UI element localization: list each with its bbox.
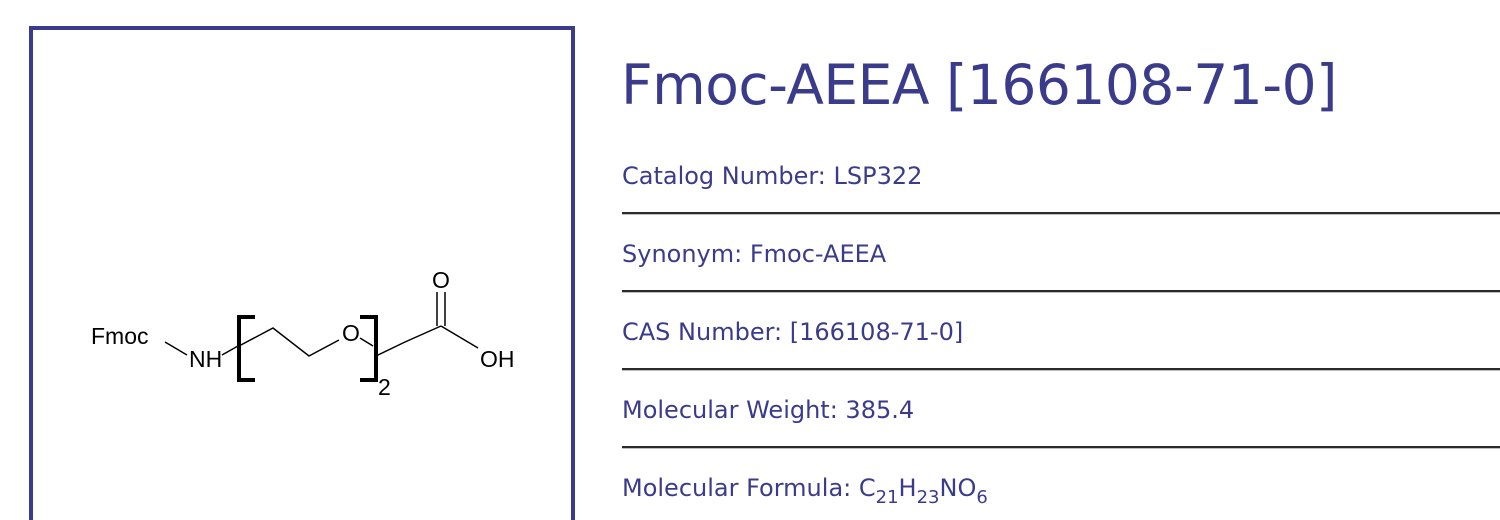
- formula-no: NO: [939, 474, 977, 502]
- synonym: Synonym: Fmoc-AEEA: [622, 240, 887, 268]
- formula-o-count: 6: [976, 487, 988, 508]
- hydroxyl-label: OH: [480, 346, 515, 372]
- divider: [622, 290, 1500, 293]
- molecular-formula: [622, 476, 1500, 507]
- molecular-weight: Molecular Weight: 385.4: [622, 396, 915, 424]
- repeat-count: 2: [378, 374, 391, 400]
- structure-image-frame: [29, 26, 575, 520]
- divider: [622, 368, 1500, 371]
- formula-h-count: 23: [916, 487, 940, 508]
- formula-label: Molecular Formula:: [622, 474, 859, 502]
- carbonyl-oxygen-label: O: [432, 267, 450, 293]
- ether-oxygen-label: O: [342, 320, 360, 346]
- product-title: Fmoc-AEEA [166108-71-0]: [621, 53, 1338, 117]
- nh-label: NH: [189, 346, 223, 372]
- fmoc-label: Fmoc: [91, 323, 149, 349]
- divider: [622, 212, 1500, 215]
- right-bracket: [360, 317, 376, 380]
- divider: [622, 446, 1500, 449]
- left-bracket: [239, 317, 255, 380]
- cas-number: CAS Number: [166108-71-0]: [622, 318, 964, 346]
- catalog-number: Catalog Number: LSP322: [622, 162, 923, 190]
- formula-c-count: 21: [875, 487, 899, 508]
- formula-c: C: [858, 474, 876, 502]
- chemical-structure-diagram: [33, 30, 579, 520]
- formula-h: H: [898, 474, 917, 502]
